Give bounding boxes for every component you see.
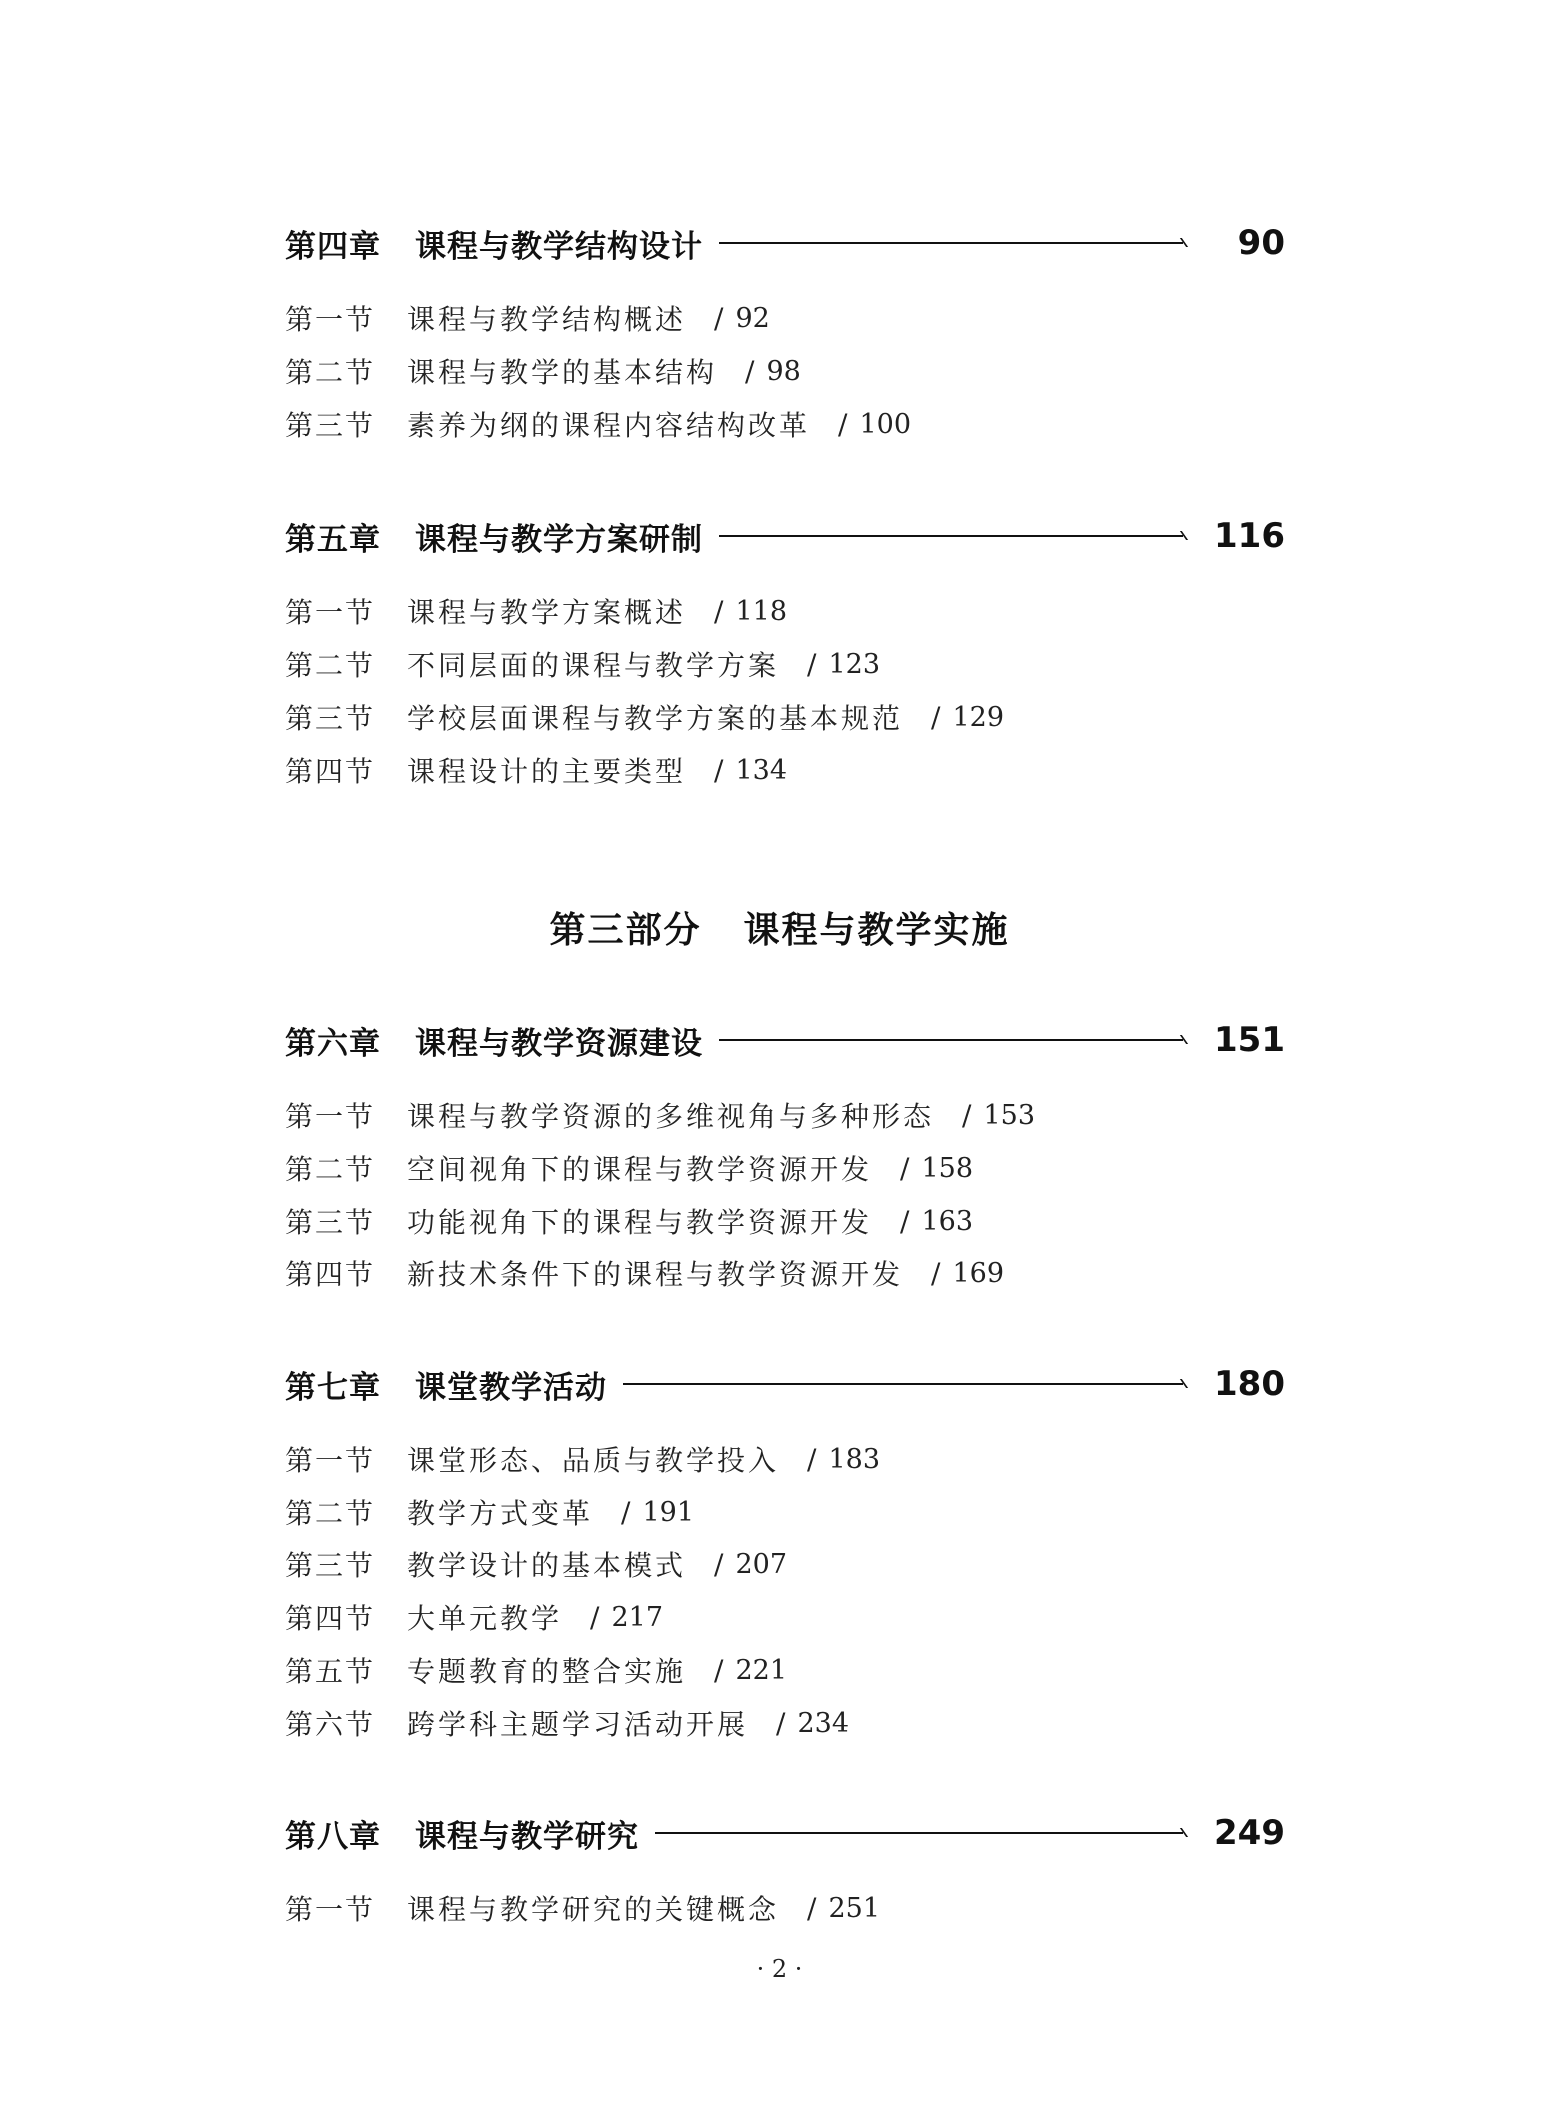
section-title: 课堂形态、品质与教学投入 [407, 1444, 780, 1477]
section-title: 跨学科主题学习活动开展 [407, 1708, 749, 1741]
section-number: 第三节 [285, 1549, 376, 1582]
section-title: 空间视角下的课程与教学资源开发 [407, 1153, 873, 1186]
chapter-page: 151 [1214, 1020, 1285, 1060]
section-number: 第四节 [285, 755, 376, 788]
section-number: 第三节 [285, 702, 376, 735]
section-page: 221 [735, 1654, 788, 1686]
section-title: 专题教育的整合实施 [407, 1655, 687, 1688]
section-number: 第二节 [285, 1153, 376, 1186]
section-page: 100 [859, 408, 912, 440]
section-entry [285, 644, 880, 684]
section-entry [285, 1888, 880, 1928]
section-page: 163 [921, 1205, 974, 1237]
section-entry [285, 591, 787, 631]
section-entry [285, 1148, 973, 1188]
section-entry [285, 1650, 787, 1690]
section-entry [285, 404, 911, 444]
section-title: 功能视角下的课程与教学资源开发 [407, 1206, 873, 1239]
section-page: 123 [828, 648, 881, 680]
chapter-heading [285, 1015, 1285, 1065]
page-separator: / [745, 354, 755, 388]
chapter-leader-line [719, 242, 1183, 244]
page-separator: / [900, 1151, 910, 1185]
section-title: 课程设计的主要类型 [407, 755, 687, 788]
chapter-page: 116 [1214, 516, 1285, 556]
section-number: 第五节 [285, 1655, 376, 1688]
section-page: 134 [735, 754, 788, 786]
section-number: 第一节 [285, 596, 376, 629]
section-number: 第二节 [285, 356, 376, 389]
chapter-heading [285, 1359, 1285, 1409]
page-separator: / [931, 700, 941, 734]
section-title: 学校层面课程与教学方案的基本规范 [407, 702, 904, 735]
chapter-number: 第六章 [285, 1025, 381, 1062]
page-separator: / [590, 1600, 600, 1634]
section-page: 92 [735, 302, 770, 334]
section-number: 第三节 [285, 409, 376, 442]
section-page: 234 [797, 1707, 850, 1739]
chapter-page: 180 [1214, 1364, 1285, 1404]
chapter-number: 第五章 [285, 521, 381, 558]
section-title: 新技术条件下的课程与教学资源开发 [407, 1258, 904, 1291]
section-page: 153 [983, 1099, 1036, 1131]
chapter-page: 90 [1237, 223, 1285, 263]
chapter-title: 课程与教学结构设计 [415, 228, 703, 265]
section-page: 158 [921, 1152, 974, 1184]
chapter-title: 课程与教学研究 [415, 1818, 639, 1855]
section-number: 第一节 [285, 1893, 376, 1926]
section-title: 不同层面的课程与教学方案 [407, 649, 780, 682]
page-separator: / [621, 1495, 631, 1529]
chapter-heading [285, 1808, 1285, 1858]
section-entry [285, 1703, 849, 1743]
chapter-leader-line [623, 1383, 1183, 1385]
chapter-title: 课程与教学方案研制 [415, 521, 703, 558]
chapter-title: 课堂教学活动 [415, 1369, 607, 1406]
part-title: 课程与教学实施 [743, 910, 1010, 951]
section-page: 217 [611, 1601, 664, 1633]
section-entry [285, 750, 787, 790]
section-title: 教学设计的基本模式 [407, 1549, 687, 1582]
section-title: 教学方式变革 [407, 1497, 594, 1530]
section-title: 大单元教学 [407, 1602, 563, 1635]
section-entry [285, 1492, 694, 1532]
section-number: 第一节 [285, 1444, 376, 1477]
section-number: 第一节 [285, 1100, 376, 1133]
section-entry [285, 1544, 787, 1584]
section-entry [285, 1095, 1035, 1135]
section-number: 第二节 [285, 1497, 376, 1530]
page-separator: / [714, 1653, 724, 1687]
page-separator: / [807, 1442, 817, 1476]
section-entry [285, 351, 801, 391]
section-page: 118 [735, 595, 788, 627]
section-title: 课程与教学方案概述 [407, 596, 687, 629]
section-entry [285, 697, 1004, 737]
chapter-number: 第八章 [285, 1818, 381, 1855]
section-entry [285, 1201, 973, 1241]
section-page: 98 [766, 355, 801, 387]
chapter-heading [285, 511, 1285, 561]
chapter-leader-line [719, 1039, 1183, 1041]
section-page: 207 [735, 1548, 788, 1580]
section-page: 183 [828, 1443, 881, 1475]
page-separator: / [714, 753, 724, 787]
section-page: 191 [642, 1496, 695, 1528]
page-separator: / [776, 1706, 786, 1740]
section-number: 第一节 [285, 303, 376, 336]
section-title: 课程与教学的基本结构 [407, 356, 718, 389]
section-entry [285, 298, 770, 338]
section-title: 课程与教学研究的关键概念 [407, 1893, 780, 1926]
section-page: 251 [828, 1892, 881, 1924]
section-page: 169 [952, 1257, 1005, 1289]
chapter-leader-line [719, 535, 1183, 537]
page-separator: / [714, 301, 724, 335]
section-entry [285, 1253, 1004, 1293]
page-separator: / [900, 1204, 910, 1238]
part-label: 第三部分 [549, 910, 702, 951]
page-separator: / [931, 1256, 941, 1290]
section-entry [285, 1597, 663, 1637]
section-number: 第四节 [285, 1258, 376, 1291]
page-separator: / [962, 1098, 972, 1132]
page-separator: / [838, 407, 848, 441]
page-separator: / [807, 647, 817, 681]
chapter-heading [285, 218, 1285, 268]
section-title: 课程与教学资源的多维视角与多种形态 [407, 1100, 935, 1133]
chapter-number: 第四章 [285, 228, 381, 265]
page-separator: / [714, 594, 724, 628]
part-heading [0, 902, 1559, 958]
page-separator: / [714, 1547, 724, 1581]
section-title: 课程与教学结构概述 [407, 303, 687, 336]
chapter-title: 课程与教学资源建设 [415, 1025, 703, 1062]
section-entry [285, 1439, 880, 1479]
section-number: 第三节 [285, 1206, 376, 1239]
page-separator: / [807, 1891, 817, 1925]
section-number: 第六节 [285, 1708, 376, 1741]
page-number: · 2 · [756, 1955, 803, 1983]
section-number: 第二节 [285, 649, 376, 682]
section-page: 129 [952, 701, 1005, 733]
section-title: 素养为纲的课程内容结构改革 [407, 409, 811, 442]
section-number: 第四节 [285, 1602, 376, 1635]
chapter-number: 第七章 [285, 1369, 381, 1406]
chapter-leader-line [655, 1832, 1183, 1834]
chapter-page: 249 [1214, 1813, 1285, 1853]
